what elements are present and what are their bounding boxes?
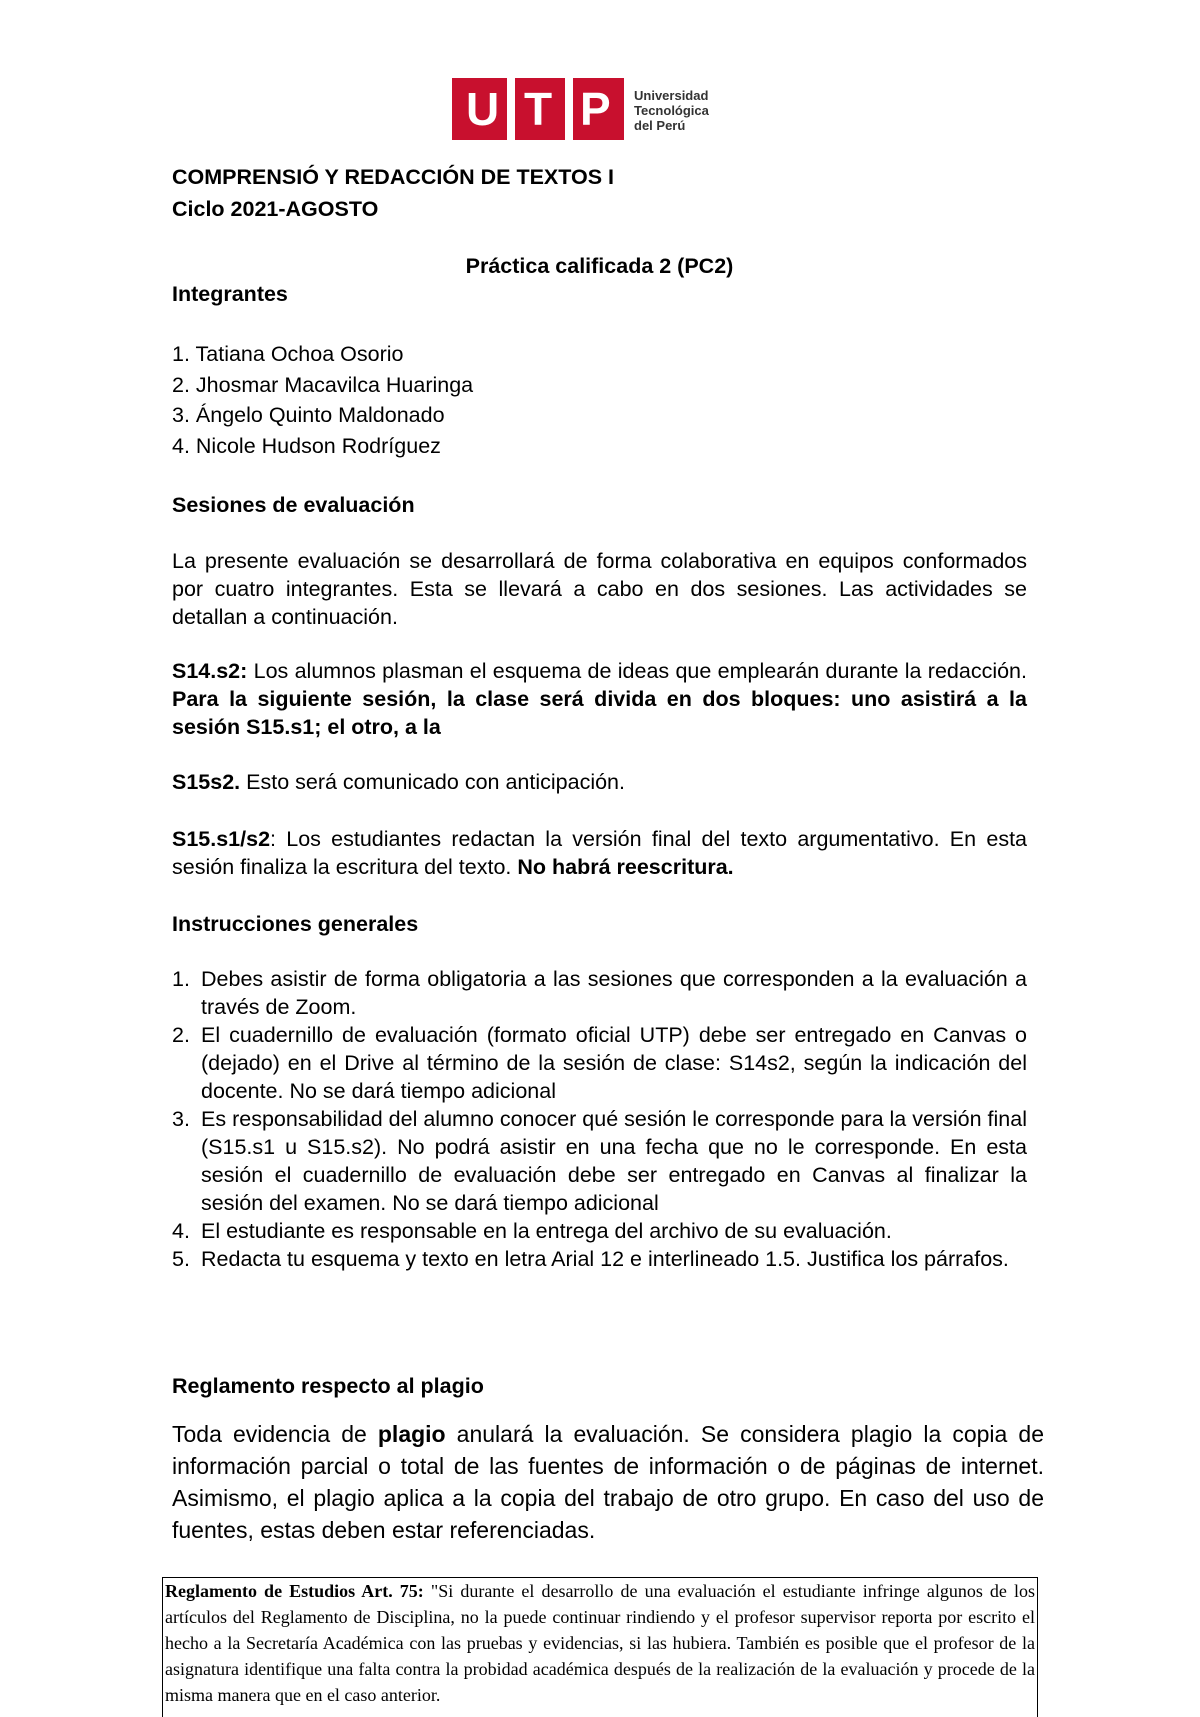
logo-text [634, 88, 709, 133]
session-text: Los alumnos plasman el esquema de ideas que emplearán durante la redacción. [247, 659, 1027, 683]
members-heading: Integrantes [172, 282, 288, 306]
instruction-number: 1. [172, 967, 190, 991]
instruction-text: Debes asistir de forma obligatoria a las sesiones que corresponden a la evaluación a través de Zoom. [201, 967, 1027, 1019]
member-item: 4. Nicole Hudson Rodríguez [172, 433, 441, 458]
instruction-number: 2. [172, 1023, 190, 1047]
plagiarism-text: Toda evidencia de [172, 1421, 378, 1447]
member-item: 3. Ángelo Quinto Maldonado [172, 403, 445, 427]
member-item: 1. Tatiana Ochoa Osorio [172, 342, 404, 366]
session-s15-paragraph [172, 768, 1027, 796]
instruction-item [172, 1105, 1027, 1217]
regulation-text: "Si durante el desarrollo de una evaluación el estudiante infringe algunos de los artículos del Reglamento de Disciplina, no la puede continuar rindiendo y el profesor supervisor reporta por escrito el hecho a la Secretaría Académica con las pruebas y evidencias, si las hubiera. También es posible que el profesor de la asignatura identifique una falta contra la probidad académica después de la realización de la evaluación y procede de la misma manera que en el caso anterior. [165, 1581, 1035, 1705]
session-note: Para la siguiente sesión, la clase será divida en dos bloques: uno asistirá a la sesión S15.s1; el otro, a la [172, 687, 1027, 739]
utp-logo [452, 78, 714, 140]
plagiarism-keyword: plagio [377, 1421, 446, 1447]
plagiarism-heading: Reglamento respecto al plagio [172, 1374, 484, 1398]
instruction-number: 3. [172, 1107, 190, 1131]
practice-title: Práctica calificada 2 (PC2) [465, 254, 734, 278]
instruction-text: El cuadernillo de evaluación (formato oficial UTP) debe ser entregado en Canvas o (dejado) en el Drive al término de la sesión de clase: S14s2, según la indicación del docente. No se dará tiempo adicional [201, 1023, 1027, 1103]
sessions-intro: La presente evaluación se desarrollará de forma colaborativa en equipos conformados por cuatro integrantes. Esta se llevará a cabo en dos sesiones. Las actividades se detallan a continuación. [172, 549, 1027, 629]
logo-text-line: Universidad [634, 88, 709, 103]
instruction-text: Redacta tu esquema y texto en letra Arial 12 e interlineado 1.5. Justifica los párrafos. [201, 1247, 1009, 1271]
logo-divider [507, 78, 515, 140]
instruction-number: 4. [172, 1219, 190, 1243]
session-text: : Los estudiantes redactan la versión final del texto argumentativo. En esta sesión finaliza la escritura del texto. [172, 827, 1027, 879]
plagiarism-paragraph [172, 1418, 1044, 1546]
logo-divider [565, 78, 573, 140]
logo-letter: P [580, 83, 611, 135]
session-text: Esto será comunicado con anticipación. [240, 770, 625, 794]
logo-text-line: Tecnológica [634, 103, 709, 118]
instruction-item [172, 1021, 1027, 1105]
member-item: 2. Jhosmar Macavilca Huaringa [172, 372, 474, 397]
regulation-label: Reglamento de Estudios Art. 75: [165, 1581, 424, 1601]
instruction-text: Es responsabilidad del alumno conocer qué sesión le corresponde para la versión final (S15.s1 u S15.s2). No podrá asistir en una fecha que no le corresponde. En esta sesión el cuadernillo de evaluación debe ser entregado en Canvas al finalizar la sesión del examen. No se dará tiempo adicional [201, 1107, 1027, 1215]
session-label: S15.s1/s2 [172, 827, 271, 851]
session-s14-paragraph [172, 657, 1027, 741]
course-title: COMPRENSIÓ Y REDACCIÓN DE TEXTOS I [172, 165, 615, 189]
logo-letter: U [466, 83, 500, 135]
session-label: S14.s2: [172, 659, 248, 683]
instructions-list [172, 965, 1027, 1273]
instruction-item [172, 1217, 1027, 1245]
session-label: S15s2. [172, 770, 241, 794]
sessions-heading: Sesiones de evaluación [172, 493, 415, 517]
instruction-item [172, 1245, 1027, 1273]
instruction-number: 5. [172, 1247, 190, 1271]
instructions-heading: Instrucciones generales [172, 912, 419, 936]
instruction-item [172, 965, 1027, 1021]
members-list [172, 339, 1027, 461]
logo-letter: T [524, 83, 553, 135]
instruction-text: El estudiante es responsable en la entrega del archivo de su evaluación. [201, 1219, 892, 1243]
session-note: No habrá reescritura. [517, 855, 734, 879]
logo-text-line: del Perú [634, 118, 686, 133]
plagiarism-text: anulará la evaluación. Se considera plagio la copia de información parcial o total de las fuentes de información o de páginas de internet. Asimismo, el plagio aplica a la copia del trabajo de otro grupo. En caso del uso de fuentes, estas deben estar referenciadas. [172, 1421, 1044, 1543]
cycle-label: Ciclo 2021-AGOSTO [172, 197, 379, 221]
regulation-box [162, 1577, 1038, 1717]
session-s15b-paragraph [172, 825, 1027, 881]
